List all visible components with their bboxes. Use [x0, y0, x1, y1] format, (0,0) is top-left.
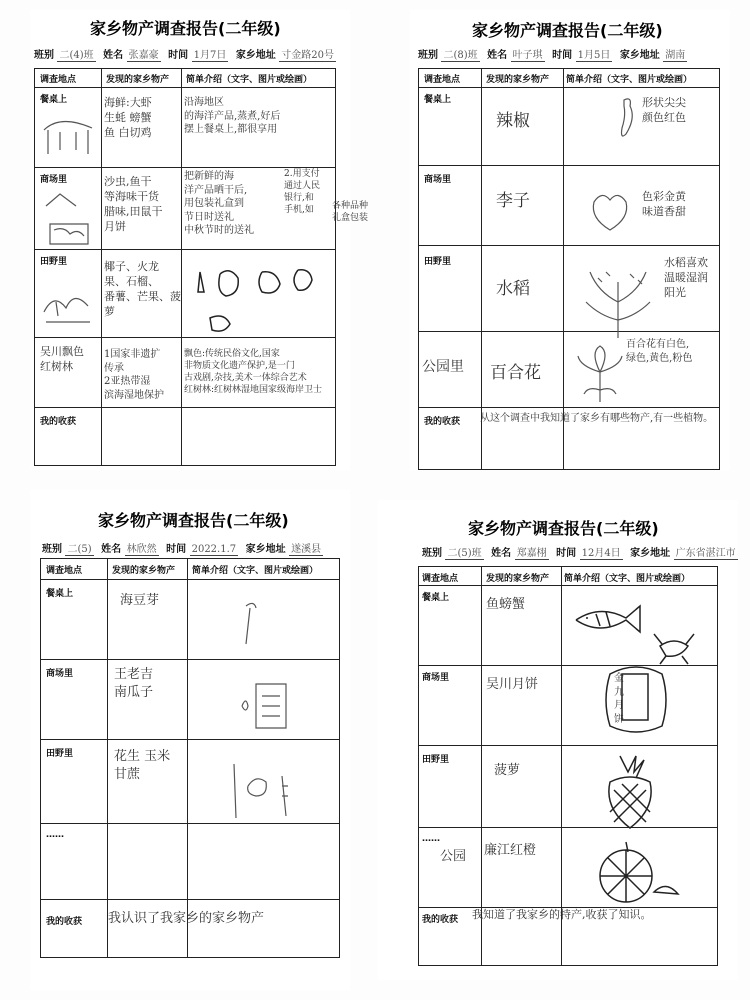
chili-sketch — [608, 94, 648, 148]
intro-cell: 把新鲜的海 洋产品晒干后, 用包装礼盒到 节日时送礼 中秋节时的送礼 — [184, 171, 254, 236]
harvest-label: 我的收获 — [424, 417, 461, 427]
address-label: 家乡地址 — [245, 544, 286, 555]
header-location: 调查地点 — [46, 566, 83, 576]
location-table: 餐桌上 — [40, 95, 68, 105]
address-value: 寸金路20号 — [279, 46, 336, 62]
harvest-value: 我知道了我家乡的特产,收获了知识。 — [472, 908, 652, 921]
class-label: 班别 — [418, 50, 438, 61]
time-label: 时间 — [556, 548, 577, 559]
field-sketch — [40, 272, 96, 336]
location-mall: 商场里 — [46, 669, 74, 679]
time-value: 12月4日 — [580, 544, 623, 560]
location-field: 田野里 — [46, 749, 74, 759]
header-intro: 简单介绍（文字、图片或绘画） — [566, 75, 693, 85]
address-value: 遂溪县 — [289, 540, 323, 556]
location-field: 田野里 — [422, 755, 450, 765]
address-label: 家乡地址 — [619, 50, 660, 61]
intro-cell: 形状尖尖 颜色红色 — [642, 96, 686, 124]
intro-cell: 飘色:传统民俗文化,国家 非物质文化遗产保护,是一门 古戏剧,杂技,美术一体综合艺术 红树林:红树林湿地国家级海岸卫士 — [184, 349, 323, 396]
harvest-label: 我的收获 — [46, 917, 83, 927]
sheet-title: 家乡物产调查报告(二年级) — [472, 21, 663, 40]
report-sheet-bottom-right — [378, 500, 738, 980]
mooncake-box-sketch — [600, 660, 670, 744]
location-table: 餐桌上 — [46, 589, 74, 599]
header-product: 发现的家乡物产 — [486, 75, 550, 85]
product-cell: 水稻 — [496, 279, 530, 299]
sheet-title: 家乡物产调查报告(二年级) — [98, 511, 289, 530]
product-cell: 椰子、火龙 果、石榴、 番薯、芒果、菠 萝 — [104, 260, 181, 318]
name-value: 林欣然 — [125, 540, 159, 556]
report-sheet-top-left — [30, 10, 369, 470]
header-location: 调查地点 — [40, 75, 77, 85]
extra-location: 公园 — [440, 849, 467, 864]
bean-sprout-sketch — [236, 600, 266, 654]
product-cell: 菠萝 — [494, 763, 521, 778]
info-row — [42, 540, 327, 556]
time-label: 时间 — [166, 544, 187, 555]
report-sheet-bottom-left — [30, 490, 350, 990]
intro-cell-extra: 2.用支付 通过人民 银行,和 手机,如 — [284, 169, 321, 216]
name-value: 张嘉豪 — [127, 46, 161, 62]
report-sheet-top-right — [410, 10, 730, 470]
name-label: 姓名 — [491, 548, 512, 559]
table-sketch — [40, 110, 96, 164]
intro-cell-note: 各种品种 礼盒包装 — [332, 201, 369, 224]
location-mall: 商场里 — [424, 175, 452, 185]
header-product: 发现的家乡物产 — [106, 75, 170, 85]
peanut-sketch — [226, 756, 306, 830]
address-label: 家乡地址 — [235, 50, 276, 61]
name-label: 姓名 — [487, 50, 508, 61]
address-value: 湖南 — [663, 46, 687, 62]
extra-location: 公园里 — [422, 359, 464, 375]
location-table: 餐桌上 — [422, 593, 450, 603]
location-field: 田野里 — [424, 257, 452, 267]
product-cell: 1国家非遗扩 传承 2亚热带湿 滨海湿地保护 — [104, 349, 164, 401]
time-label: 时间 — [552, 50, 573, 61]
address-label: 家乡地址 — [630, 548, 671, 559]
product-cell: 百合花 — [490, 363, 541, 383]
intro-cell: 沿海地区 的海洋产品,蒸煮,好后 摆上餐桌上,都很享用 — [184, 97, 281, 135]
product-cell: 花生 玉米 甘蔗 — [114, 749, 171, 782]
can-sketch — [236, 676, 296, 740]
intro-cell: 百合花有白色, 绿色,黄色,粉色 — [626, 339, 693, 364]
rice-sketch — [578, 262, 658, 346]
header-product: 发现的家乡物产 — [486, 574, 550, 584]
location-dots: …… — [422, 834, 440, 844]
name-label: 姓名 — [103, 50, 124, 61]
class-value: 二(4)班 — [57, 46, 95, 62]
product-cell: 海鲜:大虾 生蚝 螃蟹 鱼 白切鸡 — [104, 96, 152, 139]
header-product: 发现的家乡物产 — [112, 566, 176, 576]
time-value: 2022.1.7 — [191, 544, 237, 555]
extra-location: 吴川飘色 红树林 — [40, 345, 84, 373]
harvest-value: 从这个调查中我知道了家乡有哪些物产,有一些植物。 — [480, 413, 714, 424]
intro-cell: 色彩金黄 味道香甜 — [642, 190, 686, 218]
class-value: 二(8)班 — [441, 46, 479, 62]
class-value: 二(5) — [65, 540, 93, 556]
harvest-label: 我的收获 — [40, 417, 77, 427]
location-table: 餐桌上 — [424, 95, 452, 105]
product-cell: 吴川月饼 — [486, 677, 539, 692]
product-cell: 李子 — [496, 191, 530, 211]
harvest-label: 我的收获 — [422, 915, 459, 925]
header-intro: 简单介绍（文字、图片或绘画） — [186, 75, 313, 85]
product-cell: 鱼螃蟹 — [486, 597, 526, 612]
fruit-sketch — [190, 262, 340, 346]
location-mall: 商场里 — [40, 175, 68, 185]
sheet-title: 家乡物产调查报告(二年级) — [468, 519, 659, 538]
pineapple-sketch — [600, 752, 660, 836]
info-row — [418, 46, 691, 62]
header-location: 调查地点 — [424, 75, 461, 85]
time-value: 1月7日 — [192, 46, 229, 62]
address-value: 广东省湛江市 — [674, 544, 738, 560]
time-label: 时间 — [168, 50, 189, 61]
time-value: 1月5日 — [576, 46, 613, 62]
name-label: 姓名 — [101, 544, 122, 555]
location-field: 田野里 — [40, 257, 68, 267]
header-intro: 简单介绍（文字、图片或绘画） — [564, 574, 691, 584]
location-dots: …… — [46, 830, 64, 840]
name-value: 郑嘉栩 — [515, 544, 549, 560]
gift-box-sketch — [40, 188, 96, 252]
class-label: 班别 — [42, 544, 62, 555]
product-cell: 沙虫,鱼干 等海味干货 腊味,田鼠干 月饼 — [104, 175, 163, 233]
product-cell: 王老吉 南瓜子 — [114, 667, 154, 700]
product-cell: 海豆芽 — [120, 593, 160, 608]
intro-cell: 金九月饼 — [614, 673, 624, 725]
product-cell: 辣椒 — [496, 111, 530, 131]
product-cell: 廉江红橙 — [484, 843, 537, 858]
header-location: 调查地点 — [422, 574, 459, 584]
class-value: 二(5)班 — [445, 544, 483, 560]
info-row — [34, 46, 340, 62]
class-label: 班别 — [34, 50, 54, 61]
info-row — [422, 544, 742, 560]
name-value: 叶子琪 — [511, 46, 545, 62]
plum-sketch — [586, 186, 636, 240]
location-mall: 商场里 — [422, 673, 450, 683]
harvest-value: 我认识了我家乡的家乡物产 — [108, 911, 265, 926]
intro-cell: 水稻喜欢 温暖湿润 阳光 — [664, 256, 708, 299]
orange-sketch — [590, 836, 680, 906]
class-label: 班别 — [422, 548, 442, 559]
lily-sketch — [570, 342, 630, 412]
sheet-title: 家乡物产调查报告(二年级) — [90, 19, 281, 38]
header-intro: 简单介绍（文字、图片或绘画） — [192, 566, 319, 576]
